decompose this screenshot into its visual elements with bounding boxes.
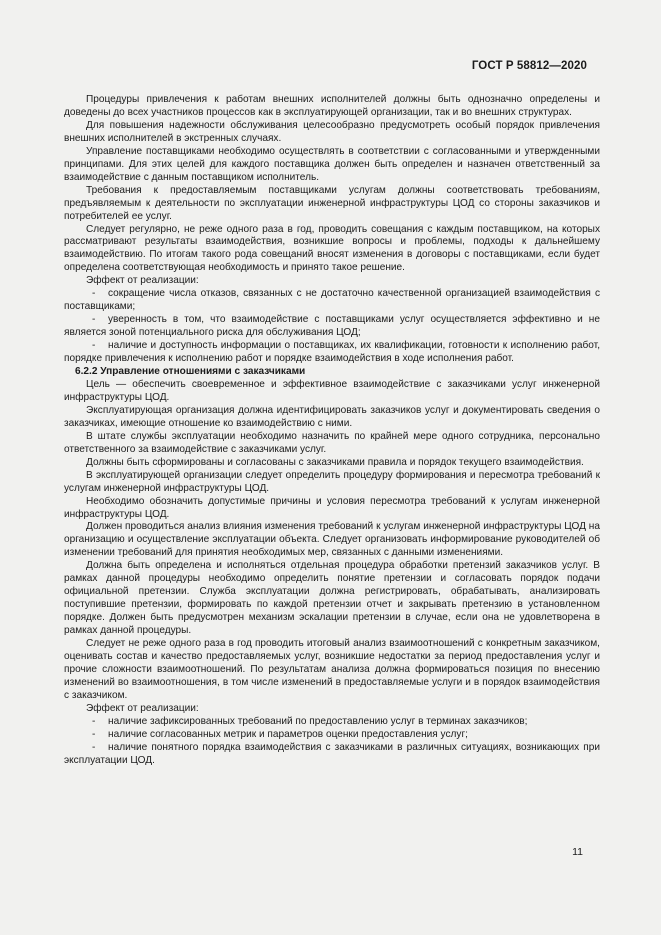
dash-bullet: - xyxy=(92,314,96,326)
list-item xyxy=(64,288,600,314)
dash-bullet: - xyxy=(92,728,96,740)
list-item xyxy=(64,729,600,742)
paragraph: Процедуры привлечения к работам внешних исполнителей должны быть однозначно определены и доведены до всех участников процессов как в эксплуатирующей организации, так и во внешних структурах. xyxy=(64,94,600,118)
paragraph: Необходимо обозначить допустимые причины и условия пересмотра требований к услугам инженерной инфраструктуры ЦОД. xyxy=(64,495,600,520)
list-item xyxy=(64,742,600,768)
dash-bullet: - xyxy=(92,715,96,727)
dash-bullet: - xyxy=(92,340,96,352)
list-item xyxy=(64,314,600,340)
list-item-text: наличие согласованных метрик и параметров оценки предоставления услуг; xyxy=(108,728,468,740)
effect-heading: Эффект от реализации: xyxy=(86,275,199,287)
paragraph: Должны быть сформированы и согласованы с заказчиками правила и порядок текущего взаимодействия. xyxy=(86,456,584,468)
paragraph: Должна быть определена и исполняться отдельная процедура обработки претензий заказчиков услуг. В рамках данной процедуры необходимо определить понятие претензии и согласовать порядок подачи официальной претензии. Служба эксплуатации должна регистрировать, обрабатывать, анализировать поступившие претензии, формировать по каждой претензии отчет и закрывать претензию в установленном порядке. Должен быть предусмотрен механизм эскалации претензии в случае, если она не удовлетворена в рамках данной процедуры. xyxy=(64,560,600,637)
paragraph: Для повышения надежности обслуживания целесообразно предусмотреть особый порядок привлечения внешних исполнителей в экстренных случаях. xyxy=(64,119,600,144)
dash-bullet: - xyxy=(92,741,96,753)
list-item xyxy=(64,716,600,729)
list-item-text: сокращение числа отказов, связанных с не достаточно качественной организацией взаимодействия с поставщиками; xyxy=(64,288,600,313)
paragraph: Управление поставщиками необходимо осуществлять в соответствии с согласованными и утвержденными принципами. Для этих целей для каждого поставщика должен быть определен и назначен ответственный за взаимодействие с данным поставщиком исполнитель. xyxy=(64,145,600,183)
list-item-text: наличие и доступность информации о поставщиках, их квалификации, готовности к исполнению работ, порядке привлечения к исполнению работ и порядке взаимодействия в ходе исполнения работ. xyxy=(64,340,600,365)
section-title: 6.2.2 Управление отношениями с заказчиками xyxy=(75,366,306,378)
list-item xyxy=(64,340,600,366)
list-item-text: наличие понятного порядка взаимодействия с заказчиками в различных ситуациях, возникающих при эксплуатации ЦОД. xyxy=(64,741,600,766)
standard-header: ГОСТ Р 58812—2020 xyxy=(471,60,587,72)
effect-heading: Эффект от реализации: xyxy=(86,702,199,714)
document-body xyxy=(64,94,600,768)
paragraph: Следует регулярно, не реже одного раза в год, проводить совещания с каждым поставщиком, на которых рассматривают результаты взаимодействия, возникшие вопросы и проблемы, подходы к дальнейшему взаимодействию. По итогам такого рода совещаний вносят изменения в договоры с поставщиками, если будет определена соответствующая необходимость и принято такое решение. xyxy=(64,223,600,274)
list-item-text: уверенность в том, что взаимодействие с поставщиками услуг осуществляется эффективно и не является зоной потенциального риска для обслуживания ЦОД; xyxy=(64,314,600,339)
paragraph: В эксплуатирующей организации следует определить процедуру формирования и пересмотра требований к услугам инженерной инфраструктуры ЦОД. xyxy=(64,469,600,494)
paragraph: Цель — обеспечить своевременное и эффективное взаимодействие с заказчиками услуг инженерной инфраструктуры ЦОД. xyxy=(64,378,600,403)
paragraph: Должен проводиться анализ влияния изменения требований к услугам инженерной инфраструктуры ЦОД на организацию и осуществление эксплуатации объекта. Следует организовать информирование руководителей об изменении требований для принятия необходимых мер, связанных с данными изменениями. xyxy=(64,521,600,559)
paragraph: Следует не реже одного раза в год проводить итоговый анализ взаимоотношений с конкретным заказчиком, оценивать состав и качество предоставляемых услуг, возникшие недостатки за период предоставления услуг и прочие сложности взаимоотношений. По результатам анализа должна формироваться позиция по внесению изменений во взаимоотношения, в том числе изменений в предоставляемые услуги и в порядок взаимодействия с заказчиком. xyxy=(64,638,600,701)
paragraph: Эксплуатирующая организация должна идентифицировать заказчиков услуг и документировать сведения о заказчиках, имеющие отношение ко взаимодействию с ними. xyxy=(64,404,600,429)
paragraph: Требования к предоставляемым поставщиками услугам должны соответствовать требованиям, предъявляемым к деятельности по эксплуатации инженерной инфраструктуры ЦОД со стороны заказчиков и потребителей ее услуг. xyxy=(64,184,600,222)
dash-bullet: - xyxy=(92,288,96,300)
list-item-text: наличие зафиксированных требований по предоставлению услуг в терминах заказчиков; xyxy=(108,715,528,727)
page-number: 11 xyxy=(572,846,583,858)
paragraph: В штате службы эксплуатации необходимо назначить по крайней мере одного сотрудника, персонально ответственного за взаимодействие с заказчиками услуг. xyxy=(64,430,600,455)
